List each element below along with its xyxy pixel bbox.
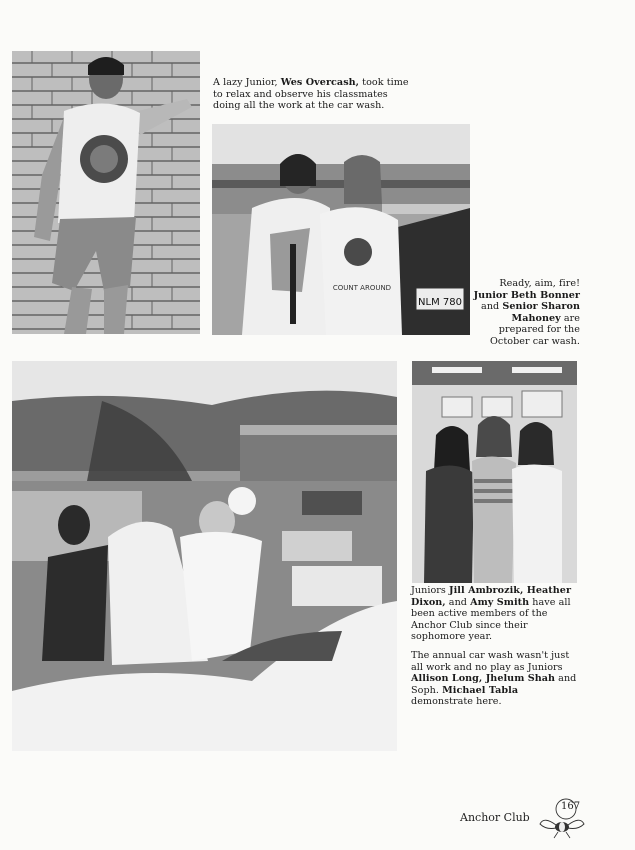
- page-number: 167: [561, 801, 581, 812]
- photo-wes-overcash: [12, 51, 200, 334]
- license-plate-text: NLM 780: [418, 297, 462, 308]
- caption-jill-heather-amy: Juniors Jill Ambrozik, Heather Dixon, and Amy Smith have all been active members of the Anchor Club since their sophomore year.: [411, 585, 572, 643]
- caption-block-right: [411, 585, 583, 715]
- photo-jill-heather-amy: [412, 361, 577, 583]
- caption-car-wash: The annual car wash wasn't just all work and no play as Juniors Allison Long, Jhelum Shah and Soph. Michael Tabla demonstrate here.: [411, 649, 577, 708]
- photo-beth-bonner-sharon-mahoney: [212, 124, 470, 335]
- caption-beth-bonner-sharon-mahoney: Ready, aim, fire! Junior Beth Bonner and Senior Sharon Mahoney are prepared for the October car wash.: [473, 278, 580, 347]
- footer-section-title: Anchor Club: [460, 811, 530, 824]
- shirt-text: COUNT AROUND: [332, 284, 392, 292]
- photo-car-wash: [12, 361, 397, 751]
- caption-wes-overcash: A lazy Junior, Wes Overcash, took time to relax and observe his classmates doing all the work at the car wash.: [213, 77, 409, 112]
